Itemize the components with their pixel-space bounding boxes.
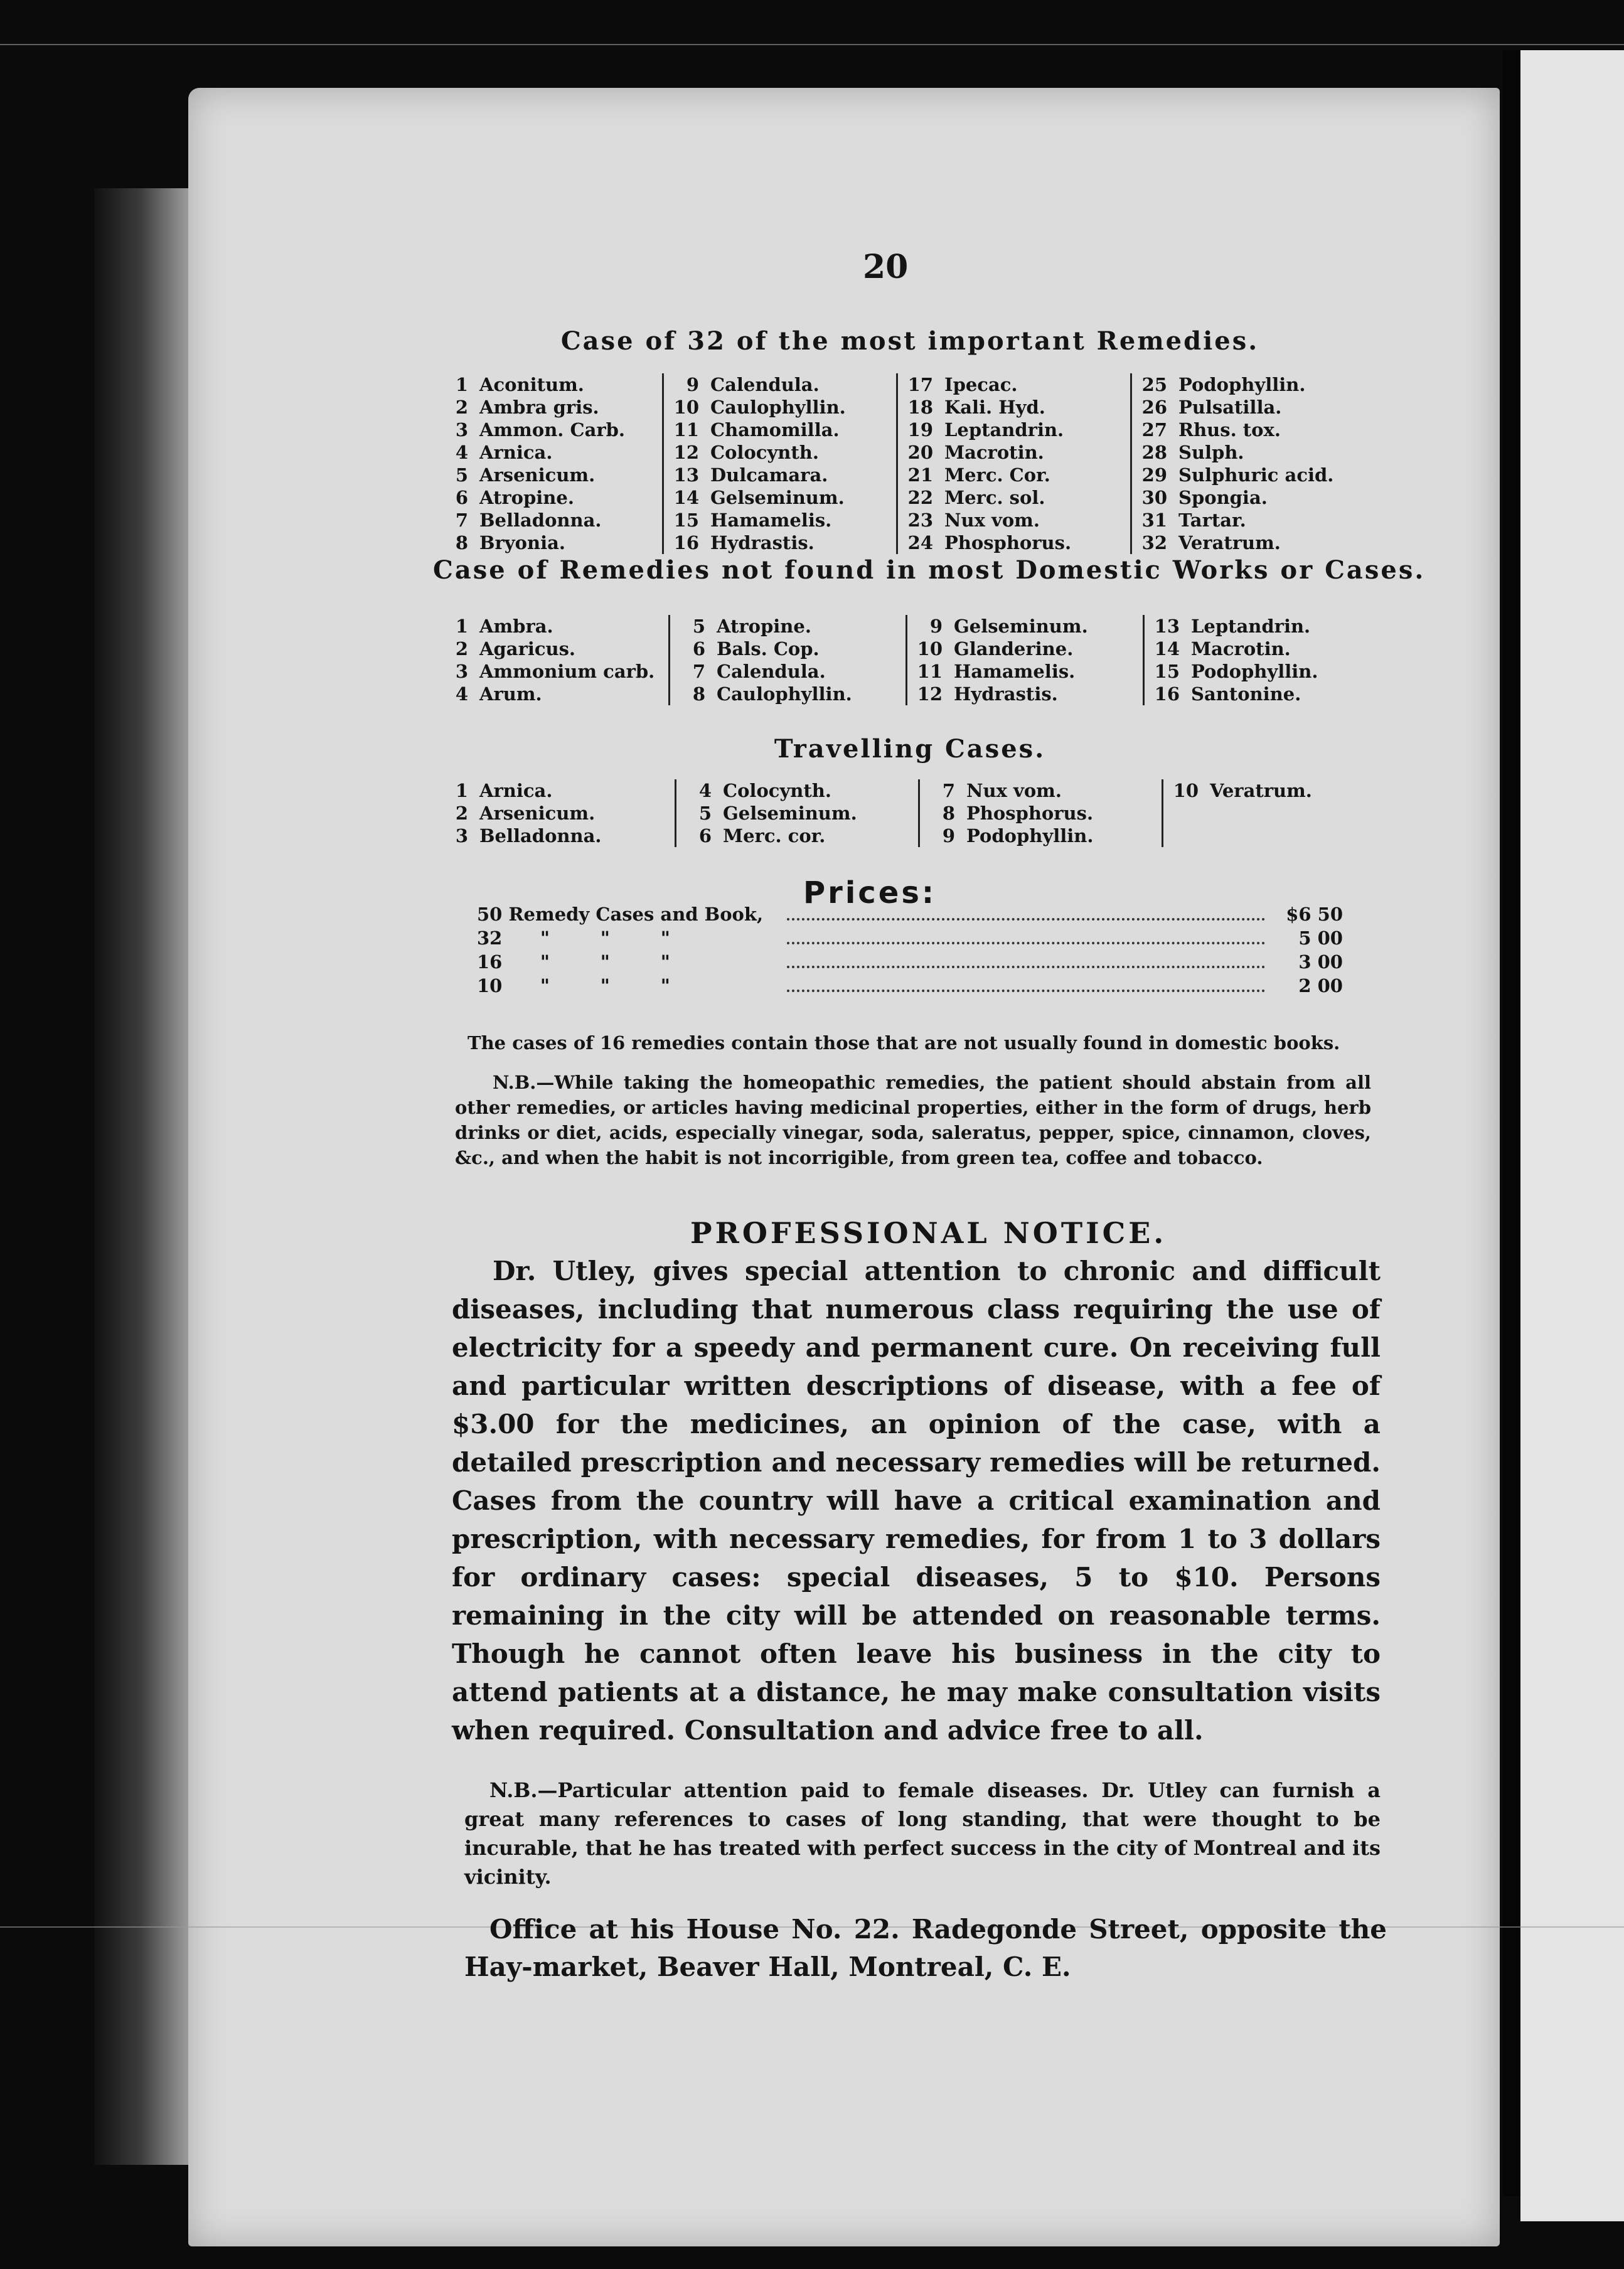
remedy-number: 1	[455, 374, 468, 395]
remedy-column	[433, 615, 668, 705]
remedy-name: Ipecac.	[944, 374, 1018, 395]
remedy-item	[670, 419, 896, 441]
remedy-name: Sulphuric acid.	[1178, 464, 1334, 486]
remedy-item	[1138, 486, 1361, 509]
remedy-number: 17	[907, 374, 933, 395]
remedy-number: 6	[692, 638, 705, 659]
remedy-name: Phosphorus.	[966, 803, 1094, 824]
remedy-item	[1138, 531, 1361, 554]
remedy-column	[905, 615, 1143, 705]
remedy-item	[439, 396, 662, 419]
remedy-name: Ambra gris.	[479, 397, 599, 418]
remedy-item	[439, 441, 662, 464]
remedy-item	[904, 419, 1130, 441]
price-list	[477, 904, 1343, 999]
remedy-name: Leptandrin.	[1191, 616, 1311, 637]
remedy-item	[670, 373, 896, 396]
remedy-item	[670, 531, 896, 554]
remedy-name: Macrotin.	[1191, 638, 1291, 659]
remedy-item	[926, 802, 1162, 825]
leader-dots	[787, 918, 1265, 921]
remedy-item	[1151, 660, 1380, 683]
remedy-name: Sulph.	[1178, 442, 1244, 463]
remedy-column	[1162, 779, 1405, 847]
remedy-item	[439, 486, 662, 509]
remedy-name: Glanderine.	[954, 638, 1074, 659]
remedy-name: Arum.	[479, 683, 542, 705]
remedy-name: Arnica.	[479, 780, 553, 801]
remedy-item	[670, 464, 896, 486]
remedy-number: 8	[942, 803, 955, 824]
remedy-number: 6	[455, 487, 468, 508]
remedy-item	[439, 825, 675, 847]
remedy-name: Dulcamara.	[710, 464, 828, 486]
remedy-column	[662, 373, 896, 554]
remedy-number: 29	[1141, 464, 1167, 486]
remedy-number: 1	[455, 616, 468, 637]
remedy-item	[670, 486, 896, 509]
remedy-column	[433, 779, 675, 847]
remedy-name: Caulophyllin.	[710, 397, 846, 418]
remedy-name: Spongia.	[1178, 487, 1268, 508]
remedy-name: Colocynth.	[710, 442, 819, 463]
remedy-number: 9	[942, 825, 955, 846]
remedy-number: 3	[455, 419, 468, 440]
remedy-number: 8	[692, 683, 705, 705]
remedy-number: 11	[917, 661, 943, 682]
remedy-number: 2	[455, 803, 468, 824]
heading-travelling-cases: Travelling Cases.	[774, 734, 1046, 764]
remedy-column	[668, 615, 905, 705]
remedy-item	[439, 683, 668, 705]
leader-dots	[787, 966, 1265, 968]
remedy-item	[914, 638, 1143, 660]
remedy-item	[1138, 396, 1361, 419]
remedy-item	[676, 683, 905, 705]
remedy-number: 26	[1141, 397, 1167, 418]
nb-remedies-paragraph: N.B.—While taking the homeopathic remedies, the patient should abstain from all other remedies, or articles having medicinal properties, either in the form of drugs, herb drinks or diet, acids, especially vinegar, soda, saleratus, pepper, spice, cinnamon, cloves, &c., and when the habit is not incorrigible, from green tea, coffee and tobacco.	[455, 1072, 1371, 1168]
remedy-name: Nux vom.	[944, 510, 1040, 531]
remedy-name: Rhus. tox.	[1178, 419, 1281, 440]
remedy-name: Atropine.	[717, 616, 811, 637]
remedy-name: Belladonna.	[479, 510, 602, 531]
remedy-number: 12	[673, 442, 699, 463]
remedy-number: 13	[673, 464, 699, 486]
remedy-item	[439, 660, 668, 683]
price-label: 16 " " "	[477, 951, 670, 973]
remedy-item	[914, 660, 1143, 683]
remedy-column	[675, 779, 918, 847]
heading-32-remedies: Case of 32 of the most important Remedies.	[560, 326, 1259, 356]
remedy-column	[896, 373, 1130, 554]
remedy-item	[1151, 638, 1380, 660]
price-row	[477, 951, 1343, 975]
remedy-item	[676, 660, 905, 683]
remedy-name: Colocynth.	[723, 780, 831, 801]
remedy-item	[670, 509, 896, 531]
remedy-number: 12	[917, 683, 943, 705]
remedy-name: Phosphorus.	[944, 532, 1072, 553]
remedy-number: 5	[455, 464, 468, 486]
remedy-item	[914, 683, 1143, 705]
remedy-name: Caulophyllin.	[717, 683, 852, 705]
remedy-number: 14	[1154, 638, 1180, 659]
remedy-name: Bryonia.	[479, 532, 565, 553]
price-value: 5 00	[1298, 927, 1343, 949]
remedy-name: Arsenicum.	[479, 803, 596, 824]
remedy-name: Arnica.	[479, 442, 553, 463]
heading-not-found-remedies: Case of Remedies not found in most Domestic Works or Cases.	[433, 555, 1426, 585]
remedy-name: Veratrum.	[1210, 780, 1312, 801]
remedy-number: 10	[917, 638, 943, 659]
office-address: Office at his House No. 22. Radegonde Street, opposite the Hay-market, Beaver Hall, Montreal, C. E.	[464, 1914, 1387, 1982]
price-label: 32 " " "	[477, 927, 670, 949]
remedy-item	[904, 531, 1130, 554]
remedy-number: 16	[1154, 683, 1180, 705]
remedy-number: 6	[698, 825, 712, 846]
price-value: 2 00	[1298, 975, 1343, 996]
remedy-item	[1138, 464, 1361, 486]
remedy-number: 18	[907, 397, 933, 418]
remedy-item	[926, 779, 1162, 802]
remedy-name: Santonine.	[1191, 683, 1301, 705]
remedy-number: 14	[673, 487, 699, 508]
remedy-name: Ambra.	[479, 616, 553, 637]
remedy-number: 20	[907, 442, 933, 463]
remedy-name: Ammonium carb.	[479, 661, 655, 682]
remedy-name: Merc. cor.	[723, 825, 826, 846]
remedy-name: Leptandrin.	[944, 419, 1064, 440]
remedy-item	[439, 419, 662, 441]
remedy-name: Hydrastis.	[954, 683, 1058, 705]
remedy-number: 19	[907, 419, 933, 440]
remedy-number: 10	[673, 397, 699, 418]
remedy-item	[670, 396, 896, 419]
remedy-name: Podophyllin.	[1191, 661, 1318, 682]
remedy-name: Hydrastis.	[710, 532, 815, 553]
remedy-number: 9	[929, 616, 943, 637]
remedy-number: 4	[455, 442, 468, 463]
remedy-name: Chamomilla.	[710, 419, 840, 440]
remedy-number: 10	[1173, 780, 1199, 801]
remedy-name: Belladonna.	[479, 825, 602, 846]
remedy-item	[670, 441, 896, 464]
remedy-grid-not-found	[433, 615, 1380, 705]
remedy-item	[683, 779, 918, 802]
remedy-name: Merc. sol.	[944, 487, 1045, 508]
remedy-name: Gelseminum.	[710, 487, 845, 508]
remedy-item	[1138, 419, 1361, 441]
remedy-item	[683, 802, 918, 825]
remedy-name: Calendula.	[710, 374, 820, 395]
remedy-name: Veratrum.	[1178, 532, 1281, 553]
remedy-item	[904, 464, 1130, 486]
remedy-number: 3	[455, 825, 468, 846]
remedy-number: 7	[942, 780, 955, 801]
remedy-number: 7	[692, 661, 705, 682]
remedy-number: 9	[686, 374, 699, 395]
remedy-name: Ammon. Carb.	[479, 419, 626, 440]
price-row	[477, 904, 1343, 927]
leader-dots	[787, 942, 1265, 944]
price-label: 10 " " "	[477, 975, 670, 996]
remedy-item	[904, 509, 1130, 531]
remedy-column	[1130, 373, 1361, 554]
remedy-number: 4	[698, 780, 712, 801]
remedy-name: Macrotin.	[944, 442, 1044, 463]
remedy-name: Merc. Cor.	[944, 464, 1050, 486]
remedy-item	[1151, 683, 1380, 705]
remedy-number: 31	[1141, 510, 1167, 531]
remedy-name: Agaricus.	[479, 638, 576, 659]
remedy-item	[683, 825, 918, 847]
prices-title: Prices:	[803, 875, 937, 910]
remedy-number: 5	[692, 616, 705, 637]
remedy-item	[1138, 373, 1361, 396]
remedy-item	[676, 638, 905, 660]
remedy-grid-travelling	[433, 779, 1405, 847]
remedy-number: 13	[1154, 616, 1180, 637]
remedy-item	[904, 441, 1130, 464]
price-row	[477, 975, 1343, 999]
professional-notice-heading: PROFESSIONAL NOTICE.	[690, 1216, 1167, 1250]
remedy-name: Calendula.	[717, 661, 826, 682]
page-number: 20	[863, 248, 909, 286]
remedy-item	[439, 531, 662, 554]
remedy-name: Arsenicum.	[479, 464, 596, 486]
nb-female-diseases-paragraph: N.B.—Particular attention paid to female diseases. Dr. Utley can furnish a great many references to cases of long standing, that were thought to be incurable, that he has treated with perfect success in the city of Montreal and its vicinity.	[464, 1778, 1381, 1889]
remedy-number: 4	[455, 683, 468, 705]
remedy-item	[439, 802, 675, 825]
remedy-column	[433, 373, 662, 554]
price-value: 3 00	[1298, 951, 1343, 973]
remedy-item	[439, 373, 662, 396]
remedy-name: Aconitum.	[479, 374, 584, 395]
remedy-item	[1138, 441, 1361, 464]
remedy-item	[1138, 509, 1361, 531]
remedy-number: 25	[1141, 374, 1167, 395]
remedy-item	[1151, 615, 1380, 638]
remedy-name: Bals. Cop.	[717, 638, 820, 659]
price-row	[477, 927, 1343, 951]
remedy-name: Hamamelis.	[954, 661, 1076, 682]
remedy-number: 2	[455, 638, 468, 659]
remedy-number: 21	[907, 464, 933, 486]
remedy-column	[918, 779, 1162, 847]
remedy-column	[1143, 615, 1380, 705]
remedy-name: Gelseminum.	[723, 803, 857, 824]
professional-notice-body: Dr. Utley, gives special attention to chronic and difficult diseases, including that numerous class requiring the use of electricity for a speedy and permanent cure. On receiving full and particular written descriptions of disease, with a fee of $3.00 for the medicines, an opinion of the case, with a detailed prescription and necessary remedies will be returned. Cases from the country will have a critical examination and prescription, with necessary remedies, for from 1 to 3 dollars for ordinary cases: special diseases, 5 to $10. Persons remaining in the city will be attended on reasonable terms. Though he cannot often leave his business in the city to attend patients at a distance, he may make consultation visits when required. Consultation and advice free to all.	[452, 1256, 1381, 1746]
remedy-name: Gelseminum.	[954, 616, 1088, 637]
price-label: 50 Remedy Cases and Book,	[477, 904, 764, 925]
remedy-item	[1170, 779, 1405, 802]
remedy-number: 3	[455, 661, 468, 682]
remedy-name: Nux vom.	[966, 780, 1062, 801]
remedy-name: Kali. Hyd.	[944, 397, 1045, 418]
remedy-number: 16	[673, 532, 699, 553]
remedy-number: 15	[1154, 661, 1180, 682]
remedy-name: Podophyllin.	[1178, 374, 1306, 395]
remedy-name: Podophyllin.	[966, 825, 1094, 846]
remedy-name: Tartar.	[1178, 510, 1246, 531]
remedy-item	[904, 486, 1130, 509]
remedy-number: 28	[1141, 442, 1167, 463]
remedy-name: Atropine.	[479, 487, 574, 508]
remedy-number: 5	[698, 803, 712, 824]
remedy-number: 23	[907, 510, 933, 531]
remedy-item	[439, 464, 662, 486]
remedy-item	[904, 373, 1130, 396]
remedy-number: 2	[455, 397, 468, 418]
remedy-item	[439, 615, 668, 638]
cases-note: The cases of 16 remedies contain those that are not usually found in domestic books.	[467, 1032, 1340, 1054]
price-value: $6 50	[1286, 904, 1343, 925]
remedy-number: 27	[1141, 419, 1167, 440]
remedy-item	[914, 615, 1143, 638]
remedy-name: Hamamelis.	[710, 510, 832, 531]
remedy-number: 11	[673, 419, 699, 440]
leader-dots	[787, 990, 1265, 992]
remedy-name: Pulsatilla.	[1178, 397, 1282, 418]
remedy-number: 8	[455, 532, 468, 553]
remedy-item	[676, 615, 905, 638]
remedy-number: 1	[455, 780, 468, 801]
remedy-number: 15	[673, 510, 699, 531]
remedy-number: 22	[907, 487, 933, 508]
remedy-item	[904, 396, 1130, 419]
remedy-number: 24	[907, 532, 933, 553]
remedy-grid-32	[433, 373, 1361, 554]
remedy-item	[439, 638, 668, 660]
remedy-number: 7	[455, 510, 468, 531]
remedy-item	[439, 779, 675, 802]
remedy-item	[926, 825, 1162, 847]
remedy-item	[439, 509, 662, 531]
remedy-number: 30	[1141, 487, 1167, 508]
remedy-number: 32	[1141, 532, 1167, 553]
